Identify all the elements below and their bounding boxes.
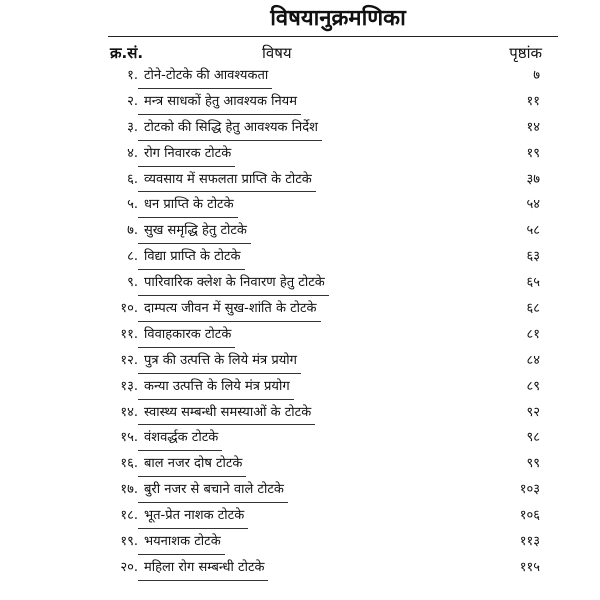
- entry-underline: [138, 476, 246, 477]
- entry-title: रोग निवारक टोटके: [144, 145, 232, 161]
- entry-number: २०.: [120, 559, 138, 575]
- entry-title: भयनाशक टोटके: [144, 534, 221, 550]
- list-item[interactable]: [0, 297, 600, 323]
- entry-number: १७.: [120, 482, 138, 498]
- list-item[interactable]: [0, 452, 600, 478]
- list-item[interactable]: [0, 375, 600, 401]
- list-item[interactable]: [0, 142, 600, 168]
- entry-page-number: ९८: [526, 430, 540, 446]
- entry-underline: [138, 243, 251, 244]
- entry-page-number: १०३: [519, 482, 540, 498]
- list-item[interactable]: [0, 426, 600, 452]
- list-item[interactable]: [0, 219, 600, 245]
- list-item[interactable]: [0, 116, 600, 142]
- list-item[interactable]: [0, 530, 600, 556]
- entry-underline: [138, 528, 248, 529]
- entry-title: कन्या उत्पत्ति के लिये मंत्र प्रयोग: [144, 378, 290, 394]
- title-divider: [108, 36, 558, 37]
- list-item[interactable]: [0, 271, 600, 297]
- entry-number: २.: [127, 93, 138, 109]
- entry-page-number: ८१: [526, 326, 540, 342]
- entry-number: १४.: [120, 404, 138, 420]
- entry-page-number: ८४: [526, 352, 540, 368]
- entry-underline: [138, 166, 235, 167]
- entry-number: ६.: [127, 171, 138, 187]
- entry-underline: [138, 321, 321, 322]
- page-column-header: पृष्ठांक: [509, 44, 542, 62]
- entry-number: १०.: [120, 301, 138, 317]
- entry-title: व्यवसाय में सफलता प्राप्ति के टोटके: [144, 171, 312, 187]
- entry-underline: [138, 399, 294, 400]
- entry-page-number: ११५: [519, 559, 540, 575]
- entry-title: स्वास्थ्य सम्बन्धी समस्याओं के टोटके: [144, 404, 312, 420]
- entry-title: बुरी नजर से बचाने वाले टोटके: [144, 482, 284, 498]
- entry-page-number: १९: [526, 145, 540, 161]
- entry-underline: [138, 114, 301, 115]
- entry-title: धन प्राप्ति के टोटके: [144, 197, 234, 213]
- entry-page-number: ९९: [526, 456, 540, 472]
- entry-title: टोने-टोटके की आवश्यकता: [144, 68, 269, 83]
- list-item[interactable]: [0, 478, 600, 504]
- entry-number: १३.: [120, 378, 138, 394]
- entry-page-number: ७: [533, 68, 540, 83]
- entry-page-number: ६५: [526, 275, 540, 291]
- entry-title: बाल नजर दोष टोटके: [144, 456, 243, 472]
- entry-title: पुत्र की उत्पत्ति के लिये मंत्र प्रयोग: [144, 352, 297, 368]
- entry-number: ७.: [127, 223, 138, 239]
- entry-title: मन्त्र साधकों हेतु आवश्यक नियम: [144, 93, 297, 109]
- entry-title: टोटको की सिद्धि हेतु आवश्यक निर्देश: [144, 119, 318, 135]
- page-title: विषयानुक्रमणिका: [270, 6, 406, 31]
- list-item[interactable]: [0, 504, 600, 530]
- entry-number: १५.: [120, 430, 138, 446]
- entry-underline: [138, 450, 222, 451]
- entry-title: भूत-प्रेत नाशक टोटके: [144, 508, 245, 524]
- entry-title: सुख समृद्धि हेतु टोटके: [144, 223, 247, 239]
- entry-number: १२.: [120, 352, 138, 368]
- entry-page-number: ५८: [526, 223, 540, 239]
- entry-number: ११.: [120, 326, 138, 342]
- entry-number: ३.: [127, 119, 138, 135]
- column-header-row: [0, 42, 600, 66]
- entry-number: १८.: [120, 508, 138, 524]
- entry-title: विवाहकारक टोटके: [144, 326, 232, 342]
- entry-page-number: ८९: [526, 378, 540, 394]
- contents-list: [0, 64, 600, 582]
- entry-page-number: ६३: [526, 249, 540, 265]
- list-item[interactable]: [0, 323, 600, 349]
- entry-page-number: ११३: [519, 534, 540, 550]
- entry-title: पारिवारिक क्लेश के निवारण हेतु टोटके: [144, 275, 325, 291]
- entry-page-number: ५४: [526, 197, 540, 213]
- list-item[interactable]: [0, 349, 600, 375]
- list-item[interactable]: [0, 193, 600, 219]
- entry-underline: [138, 554, 225, 555]
- entry-title: वंशवर्द्धक टोटके: [144, 430, 219, 446]
- entry-number: ५.: [127, 197, 138, 213]
- entry-underline: [138, 140, 322, 141]
- entry-number: ८.: [127, 249, 138, 265]
- entry-page-number: १०६: [519, 508, 540, 524]
- serial-column-header: क्र.सं.: [110, 44, 144, 62]
- entry-page-number: ११: [526, 93, 540, 109]
- entry-page-number: ९२: [526, 404, 540, 420]
- entry-underline: [138, 347, 235, 348]
- entry-underline: [138, 88, 272, 89]
- entry-number: ९.: [127, 275, 138, 291]
- entry-title: विद्या प्राप्ति के टोटके: [144, 249, 241, 265]
- entry-number: १९.: [120, 534, 138, 550]
- list-item[interactable]: [0, 168, 600, 194]
- entry-underline: [138, 424, 315, 425]
- list-item[interactable]: [0, 401, 600, 427]
- entry-underline: [138, 580, 268, 581]
- entry-page-number: ६८: [526, 301, 540, 317]
- entry-number: १६.: [120, 456, 138, 472]
- entry-title: महिला रोग सम्बन्धी टोटके: [144, 559, 265, 575]
- list-item[interactable]: [0, 90, 600, 116]
- entry-page-number: ३७: [526, 171, 540, 187]
- entry-title: दाम्पत्य जीवन में सुख-शांति के टोटके: [144, 301, 317, 317]
- entry-underline: [138, 373, 301, 374]
- entry-underline: [138, 191, 316, 192]
- entry-underline: [138, 502, 288, 503]
- entry-page-number: १४: [526, 119, 540, 135]
- entry-number: ४.: [127, 145, 138, 161]
- entry-number: १.: [127, 68, 138, 83]
- entry-underline: [138, 269, 245, 270]
- entry-underline: [138, 295, 329, 296]
- subject-column-header: विषय: [262, 44, 292, 62]
- list-item[interactable]: [0, 556, 600, 582]
- entry-underline: [138, 217, 238, 218]
- list-item[interactable]: [0, 64, 600, 90]
- list-item[interactable]: [0, 245, 600, 271]
